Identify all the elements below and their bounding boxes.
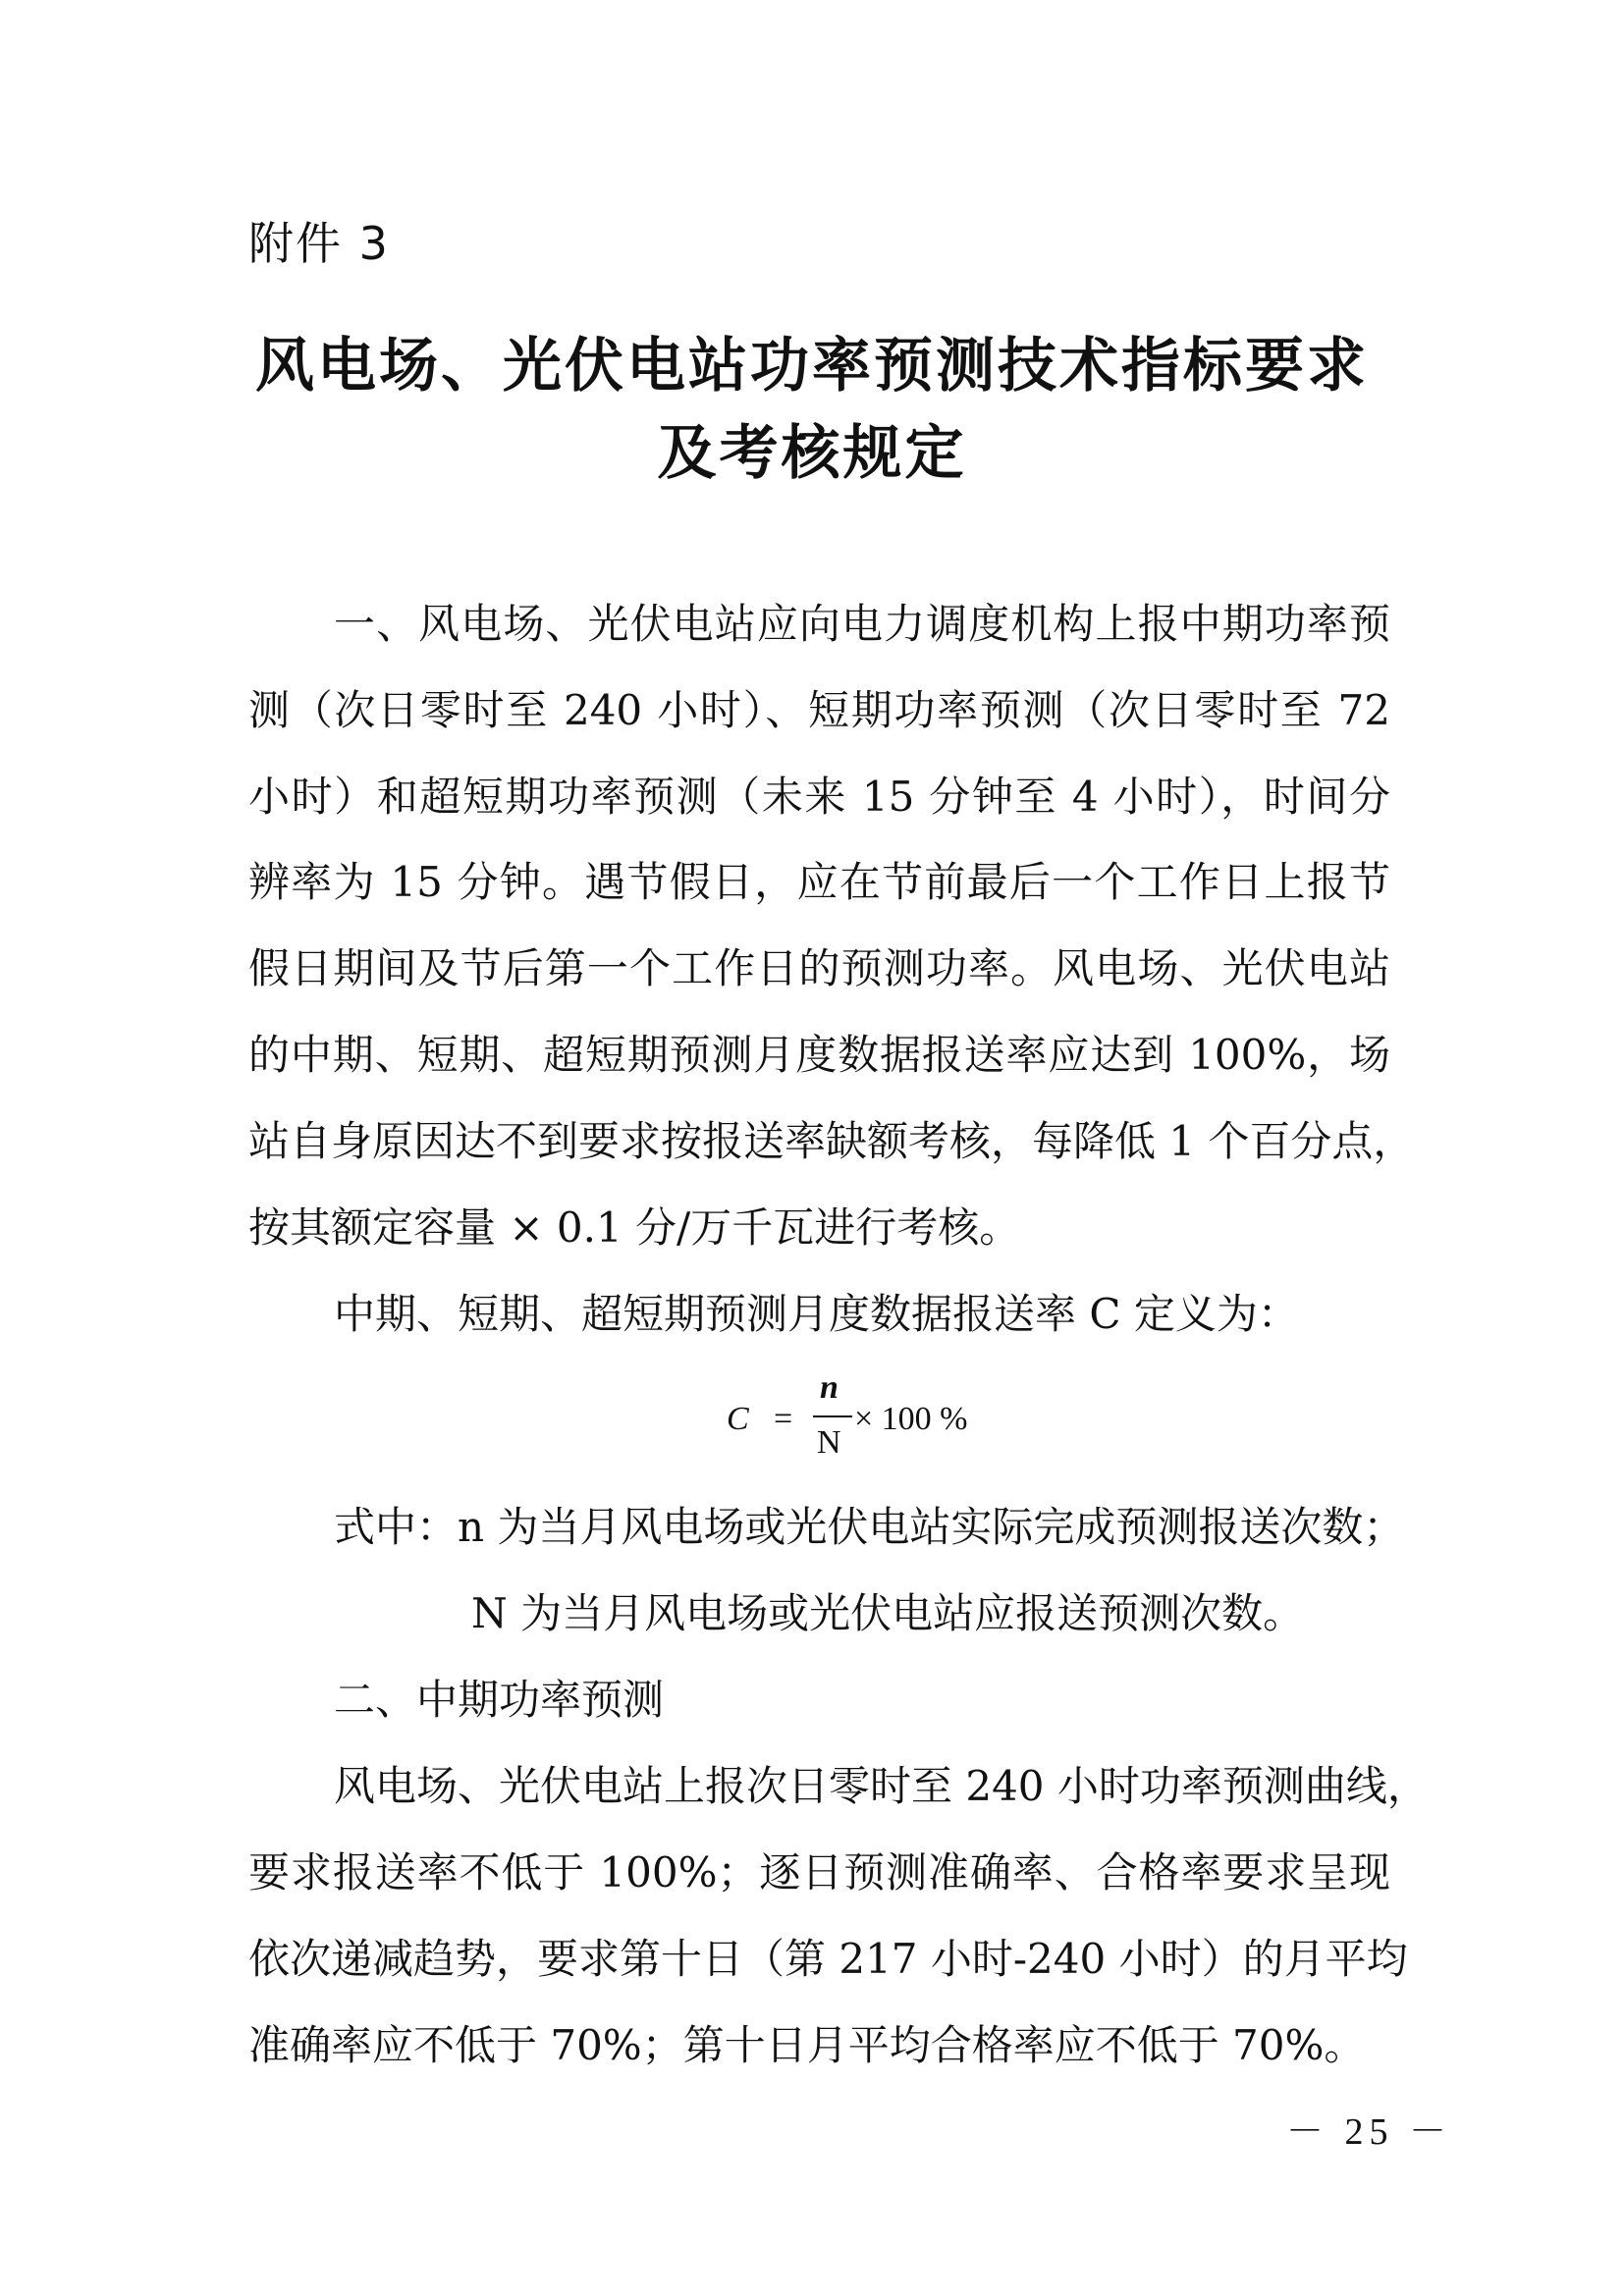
- formula-equals: =: [774, 1401, 793, 1437]
- paragraph-line: 辨率为 15 分钟。遇节假日，应在节前最后一个工作日上报节: [248, 858, 1390, 906]
- paragraph-line: 按其额定容量 × 0.1 分/万千瓦进行考核。: [248, 1203, 1021, 1252]
- paragraph-line: 测（次日零时至 240 小时）、短期功率预测（次日零时至 72: [248, 686, 1390, 734]
- paragraph-line: 风电场、光伏电站上报次日零时至 240 小时功率预测曲线，: [334, 1762, 1429, 1810]
- section-heading: 二、中期功率预测: [334, 1676, 665, 1724]
- formula-rhs: × 100 %: [854, 1401, 968, 1437]
- report-rate-formula: [727, 1369, 1021, 1477]
- paragraph-line: 依次递减趋势，要求第十日（第 217 小时-240 小时）的月平均: [248, 1935, 1408, 1983]
- attachment-label: 附件 3: [248, 217, 390, 270]
- paragraph-line: 准确率应不低于 70%；第十日月平均合格率应不低于 70%。: [248, 2021, 1366, 2069]
- formula-explanation-N: N 为当月风电场或光伏电站应报送预测次数。: [471, 1589, 1305, 1637]
- paragraph-line: 要求报送率不低于 100%；逐日预测准确率、合格率要求呈现: [248, 1848, 1390, 1896]
- paragraph-line: 假日期间及节后第一个工作日的预测功率。风电场、光伏电站: [248, 944, 1390, 992]
- formula-lhs: C: [727, 1401, 749, 1437]
- paragraph-line: 的中期、短期、超短期预测月度数据报送率应达到 100%，场: [248, 1031, 1390, 1079]
- formula-numerator: n: [820, 1369, 839, 1406]
- formula-explanation-n: 式中：n 为当月风电场或光伏电站实际完成预测报送次数；: [334, 1503, 1405, 1551]
- document-title-line-1: 风电场、光伏电站功率预测技术指标要求: [255, 332, 1369, 400]
- paragraph-line: 站自身原因达不到要求按报送率缺额考核，每降低 1 个百分点，: [248, 1117, 1415, 1165]
- document-title-line-2: 及考核规定: [657, 419, 967, 488]
- formula-intro: 中期、短期、超短期预测月度数据报送率 C 定义为：: [334, 1290, 1299, 1338]
- fraction-bar: [813, 1415, 852, 1417]
- paragraph-line: 小时）和超短期功率预测（未来 15 分钟至 4 小时），时间分: [248, 773, 1390, 821]
- page-number: － 25 －: [1286, 2111, 1453, 2153]
- formula-denominator: N: [817, 1424, 841, 1461]
- paragraph-line: 一、风电场、光伏电站应向电力调度机构上报中期功率预: [334, 600, 1390, 648]
